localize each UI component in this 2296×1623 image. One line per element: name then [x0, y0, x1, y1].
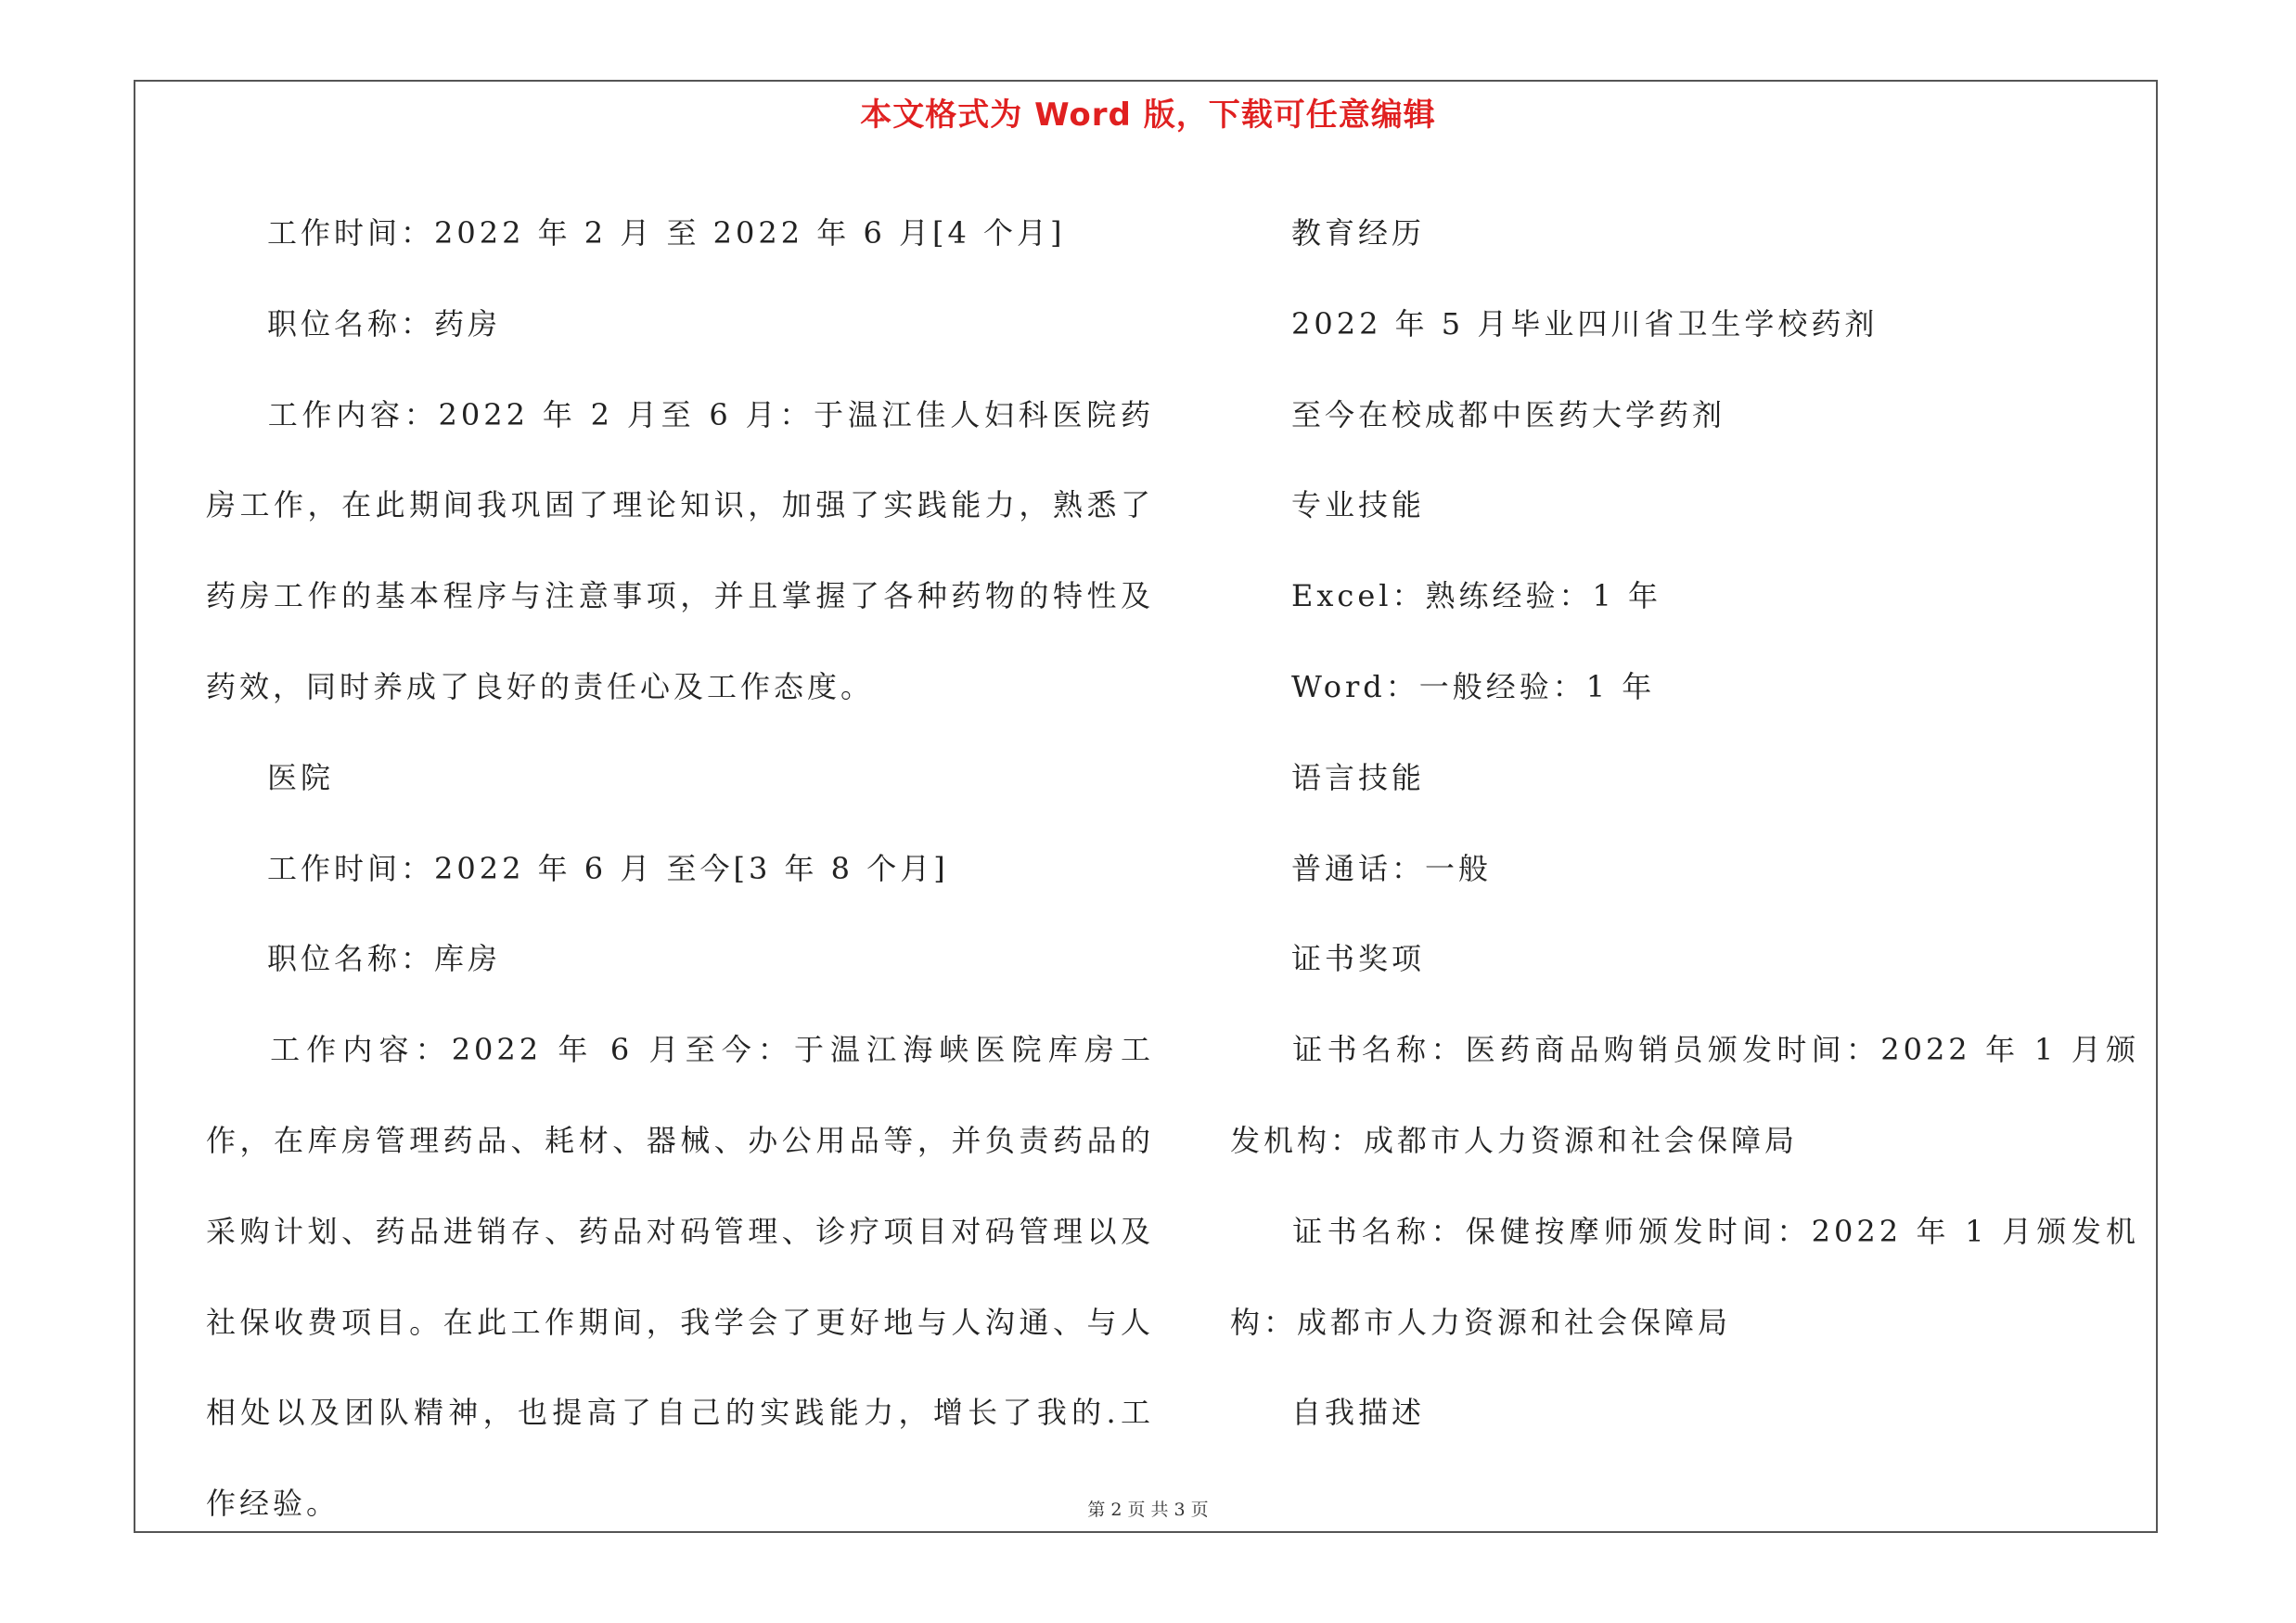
section-heading-education: 教育经历	[1291, 215, 1426, 251]
position-title-2: 职位名称：库房	[267, 941, 502, 977]
position-title-1: 职位名称：药房	[267, 305, 502, 341]
work-content-1: 工作内容：2022 年 2 月至 6 月：于温江佳人妇科医院药房工作，在此期间我巩固了理论知识，加强了实践能力，熟悉了药房工作的基本程序与注意事项，并且掌握了各种药物的特性及药效，同时养成了良好的责任心及工作态度。	[206, 396, 1154, 704]
section-heading-certificates: 证书奖项	[1291, 941, 1426, 977]
work-time-1: 工作时间：2022 年 2 月 至 2022 年 6 月[4 个月]	[267, 215, 1066, 251]
right-column	[1230, 188, 2139, 1459]
section-heading-language: 语言技能	[1291, 759, 1426, 795]
certificate-2: 证书名称：保健按摩师颁发时间：2022 年 1 月颁发机构：成都市人力资源和社会保障局	[1230, 1213, 2139, 1340]
section-heading-skills: 专业技能	[1291, 487, 1426, 523]
employer-hospital: 医院	[267, 759, 335, 795]
work-content-2: 工作内容：2022 年 6 月至今：于温江海峡医院库房工作，在库房管理药品、耗材、器械、办公用品等，并负责药品的采购计划、药品进销存、药品对码管理、诊疗项目对码管理以及社保收费项目。在此工作期间，我学会了更好地与人沟通、与人相处以及团队精神，也提高了自己的实践能力，增长了我的.工作经验。	[206, 1032, 1154, 1522]
education-entry-1: 2022 年 5 月毕业四川省卫生学校药剂	[1291, 305, 1879, 341]
certificate-1: 证书名称：医药商品购销员颁发时间：2022 年 1 月颁发机构：成都市人力资源和社会保障局	[1230, 1032, 2139, 1158]
language-mandarin: 普通话：一般	[1291, 850, 1493, 886]
skill-excel: Excel：熟练经验：1 年	[1291, 578, 1662, 614]
education-entry-2: 至今在校成都中医药大学药剂	[1291, 396, 1726, 432]
work-time-2: 工作时间：2022 年 6 月 至今[3 年 8 个月]	[267, 850, 949, 886]
left-column	[206, 188, 1154, 1550]
format-banner: 本文格式为 Word 版，下载可任意编辑	[860, 97, 1436, 134]
page-number-footer: 第 2 页 共 3 页	[1087, 1500, 1209, 1520]
section-heading-self-description: 自我描述	[1291, 1395, 1426, 1431]
skill-word: Word：一般经验：1 年	[1291, 668, 1656, 704]
